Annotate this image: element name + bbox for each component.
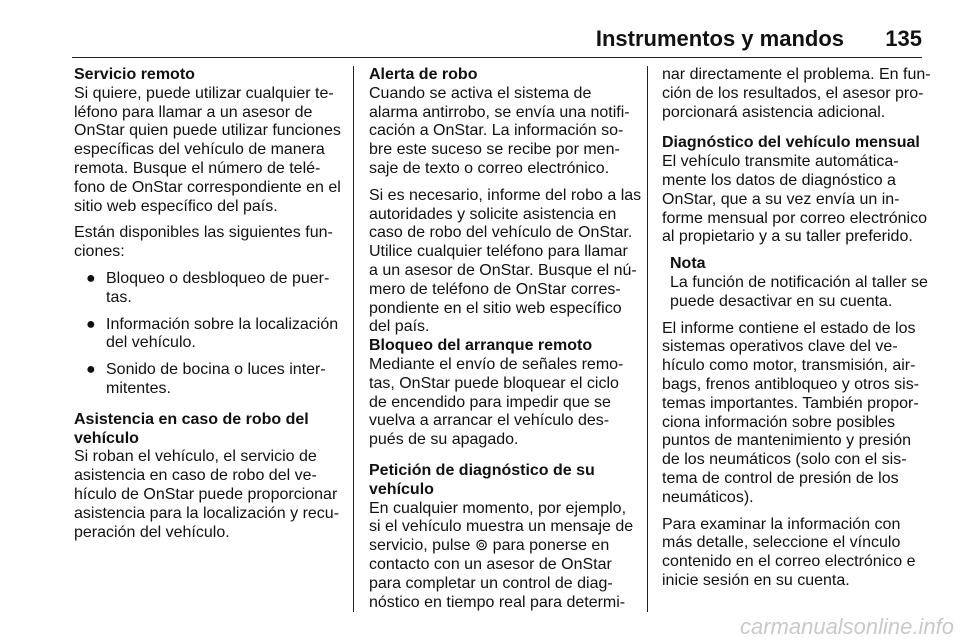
column-2	[369, 66, 642, 612]
text-line: mente los datos de diagnóstico a	[662, 171, 896, 189]
text-line: saje de texto o correo electrónico.	[369, 159, 610, 177]
text-line: puntos de mantenimiento y presión	[662, 432, 912, 450]
paragraph	[369, 500, 639, 613]
header-rule	[72, 57, 922, 58]
text-line: al propietario y a su taller preferido.	[662, 228, 913, 246]
heading-asistencia-robo	[74, 411, 350, 449]
text-line: puede desactivar en su cuenta.	[670, 292, 893, 310]
paragraph	[662, 516, 932, 591]
column-divider	[647, 66, 648, 612]
text-line: contenido en el correo electrónico e	[662, 553, 916, 571]
text-line: Petición de diagnóstico de su	[369, 461, 595, 479]
text-line: Están disponibles las siguientes fun-	[74, 224, 333, 242]
text-line: de los neumáticos (solo con el sis-	[662, 451, 907, 469]
list-item	[74, 361, 350, 399]
text-line: asistencia para la localización y recu-	[74, 504, 340, 522]
paragraph	[662, 66, 932, 122]
text-line: más detalle, seleccione el vínculo	[662, 534, 901, 552]
bullet-list	[74, 270, 350, 399]
column-3	[662, 66, 932, 591]
text-line: para completar un control de diag-	[369, 574, 613, 592]
text-line: cación a OnStar. La información so-	[369, 122, 624, 140]
text-line: OnStar, que a su vez envía un in-	[662, 190, 900, 208]
list-item	[74, 270, 350, 308]
note-heading: Nota	[670, 255, 706, 273]
text-line: de encendido para impedir que se	[369, 393, 611, 411]
paragraph	[74, 448, 350, 542]
heading-bloqueo-arranque: Bloqueo del arranque remoto	[369, 337, 593, 355]
text-line: servicio, pulse ⊚ para ponerse en	[369, 537, 610, 555]
text-line: tas, OnStar puede bloquear el ciclo	[369, 374, 619, 392]
text-line: vehículo	[74, 429, 139, 447]
bullet-icon: ●	[86, 315, 96, 333]
text-line: ● Bloqueo o desbloqueo de puer-	[86, 269, 330, 287]
text-line: del país.	[369, 318, 430, 336]
paragraph	[369, 356, 639, 450]
text-line: hículo de OnStar puede proporcionar	[74, 485, 338, 503]
paragraph	[369, 186, 642, 337]
page-header	[72, 24, 922, 54]
section-title: Instrumentos y mandos	[595, 26, 844, 51]
text-line: Asistencia en caso de robo del	[74, 410, 309, 428]
text-line: El vehículo transmite automática-	[662, 153, 899, 171]
paragraph	[662, 153, 932, 247]
text-line: alarma antirrobo, se envía una notifi-	[369, 103, 630, 121]
text-line: del vehículo.	[106, 334, 196, 352]
paragraph	[74, 85, 350, 217]
heading-alerta-robo: Alerta de robo	[369, 66, 478, 83]
text-line: ción de los resultados, el asesor pro-	[662, 84, 924, 102]
text-line: Cuando se activa el sistema de	[369, 84, 592, 102]
watermark: carmanualsonline.info	[739, 614, 954, 639]
text-line: porcionará asistencia adicional.	[662, 103, 886, 121]
text-line: vehículo	[369, 480, 434, 498]
column-divider	[353, 66, 354, 612]
text-line: ciona información sobre posibles	[662, 413, 896, 431]
text-line: peración del vehículo.	[74, 523, 230, 541]
paragraph	[74, 224, 350, 262]
text-line: mitentes.	[106, 379, 171, 397]
text-line: específicas del vehículo de manera	[74, 141, 325, 159]
text-line: En cualquier momento, por ejemplo,	[369, 499, 627, 517]
text-line: mero de teléfono de OnStar corres-	[369, 280, 621, 298]
heading-peticion-diagnostico	[369, 462, 639, 500]
bullet-icon: ●	[86, 361, 96, 379]
text-line: Si roban el vehículo, el servicio de	[74, 448, 317, 466]
text-line: La función de notificación al taller se	[670, 273, 928, 291]
heading-servicio-remoto: Servicio remoto	[74, 66, 195, 83]
text-line: vuelva a arrancar el vehículo des-	[369, 412, 610, 430]
text-line: nar directamente el problema. En fun-	[662, 66, 931, 83]
text-line: si el vehículo muestra un mensaje de	[369, 518, 634, 536]
text-line: sitio web específico del país.	[74, 197, 278, 215]
text-line: autoridades y solicite asistencia en	[369, 205, 617, 223]
onstar-button-icon: ⊚	[474, 537, 489, 555]
note-box	[662, 255, 932, 311]
text-line: pués de su apagado.	[369, 431, 519, 449]
text-line: a un asesor de OnStar. Busque el nú-	[369, 261, 637, 279]
text-line: bre este suceso se recibe por men-	[369, 141, 620, 159]
list-item	[74, 316, 350, 354]
text-line: asistencia en caso de robo del ve-	[74, 467, 317, 485]
text-line: Utilice cualquier teléfono para llamar	[369, 243, 628, 261]
paragraph	[662, 320, 932, 508]
text-line: ● Información sobre la localización	[86, 315, 339, 333]
text-line: sistemas operativos clave del ve-	[662, 338, 898, 356]
text-line: Mediante el envío de señales remo-	[369, 355, 624, 373]
text-line: Si es necesario, informe del robo a las	[369, 186, 642, 204]
text-line: inicie sesión en su cuenta.	[662, 571, 850, 589]
heading-diagnostico-mensual: Diagnóstico del vehículo mensual	[662, 134, 920, 152]
text-line: bags, frenos antibloqueo y otros sis-	[662, 375, 920, 393]
text-line: pondiente en el sitio web específico	[369, 299, 622, 317]
text-line: temas importantes. También propor-	[662, 394, 919, 412]
column-1	[74, 66, 350, 542]
text-line: tema de control de presión de los	[662, 469, 899, 487]
text-line: OnStar quien puede utilizar funciones	[74, 122, 341, 140]
text-line: ● Sonido de bocina o luces inter-	[86, 361, 326, 379]
text-line: Para examinar la información con	[662, 515, 901, 533]
text-line: tas.	[106, 288, 132, 306]
text-line: neumáticos).	[662, 488, 754, 506]
text-line: nóstico en tiempo real para determi-	[369, 593, 626, 611]
text-line: léfono para llamar a un asesor de	[74, 103, 313, 121]
text-line: caso de robo del vehículo de OnStar.	[369, 224, 633, 242]
text-line: hículo como motor, transmisión, air-	[662, 357, 916, 375]
bullet-icon: ●	[86, 269, 96, 287]
paragraph	[369, 85, 639, 179]
text-line: remota. Busque el número de telé-	[74, 159, 321, 177]
text-line: Si quiere, puede utilizar cualquier te-	[74, 84, 334, 102]
text-line: ciones:	[74, 243, 125, 261]
text-line: forme mensual por correo electrónico	[662, 209, 928, 227]
text-line: contacto con un asesor de OnStar	[369, 555, 612, 573]
text-line: El informe contiene el estado de los	[662, 319, 916, 337]
text-line: fono de OnStar correspondiente en el	[74, 178, 341, 196]
page-number: 135	[885, 26, 922, 51]
